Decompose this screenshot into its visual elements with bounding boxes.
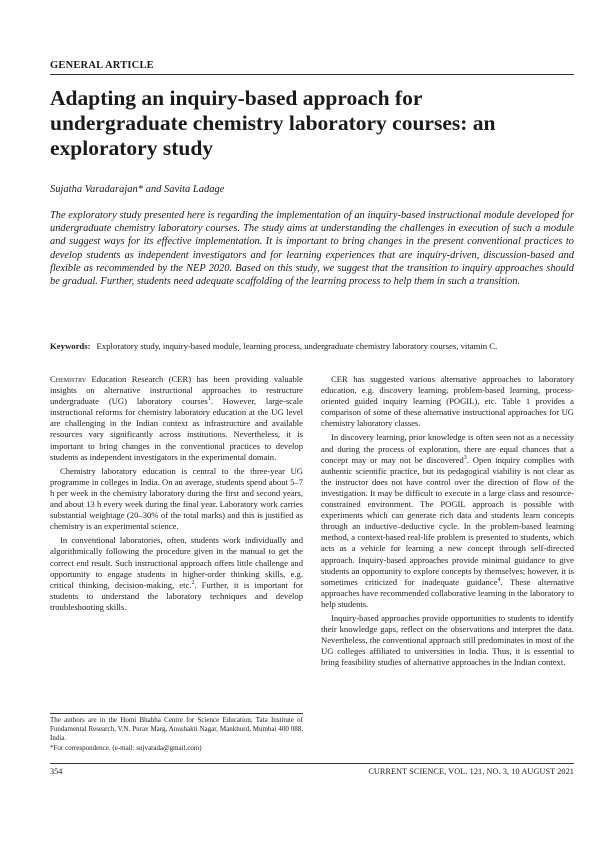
footnote — [50, 716, 303, 753]
section-label: GENERAL ARTICLE — [50, 60, 154, 71]
footnote-rule — [50, 713, 303, 714]
paragraph-text: . Open inquiry complies with authentic scientific practice, but its pedagogical viability is not clear as the instructor does not have control over the direction of flow of the investigation. It may be difficult to execute in a large class and resource-constrained environment. The POGIL approach is possible with experiments which can generate rich data and students learn concepts through an inductive–deductive cycle. In the problem-based learning method, a context-based real-life problem is presented to students, which acts as a vehicle for learning a new concept through self-directed approach. Inquiry-based approaches provide minimal guidance to give students an opportunity to explore concepts by themselves; however, it is sometimes criticized for inadequate guidance — [321, 454, 574, 587]
dropcap-word: Chemistry — [50, 374, 87, 384]
header-rule — [50, 74, 574, 75]
abstract: The exploratory study presented here is regarding the implementation of an inquiry-based instructional module developed for undergraduate chemistry laboratory courses. The study aims at understanding the challenges in execution of such a module and suggest ways for its effective implementation. It is important to bring changes in the present conventional practices to develop students as independent investigators and for learning experiences that are inquiry-driven, discussion-based and flexible as recommended by the NEP 2020. Based on this study, we suggest that the transition to inquiry approaches should be gradual. Further, students need adequate scaffolding of the learning process to help them in such a transition. — [50, 210, 574, 288]
reference-marker[interactable]: 3 — [463, 454, 467, 461]
paragraph-text: . These alternative approaches have recommended collaborative learning in the laboratory to help students. — [321, 576, 575, 609]
page-number: 354 — [50, 767, 63, 776]
reference-marker[interactable]: 2 — [191, 579, 195, 586]
body-paragraph: CER has suggested various alternative approaches to laboratory education, e.g. discovery learning, problem-based learning, process-oriented guided inquiry learning (POGIL), etc. Table 1 provides a comparison of some of these alternative instructional approaches for UG chemistry laboratory classes. — [321, 374, 574, 429]
correspondence-note: *For correspondence. (e-mail: sujvarada@gmail.com) — [50, 743, 202, 752]
journal-citation: CURRENT SCIENCE, VOL. 121, NO. 3, 10 AUGUST 2021 — [368, 767, 574, 776]
body-paragraph — [50, 374, 303, 463]
body-paragraph: Inquiry-based approaches provide opportunities to students to identify their knowledge gaps, reflect on the observations and interpret the data. Nevertheless, the conventional approach still predominates in most of the UG colleges affiliated to universities in India. Thus, it is essential to bring feasibility studies of alternative approaches in the Indian context. — [321, 612, 574, 668]
body-column-right — [321, 374, 574, 671]
paragraph-text: . Further, it is important for students to understand the laboratory techniques and develop troubleshooting skills. — [50, 579, 303, 612]
paragraph-text: . However, large-scale instructional reforms for chemistry laboratory education at the UG level are challenging in the Indian context as infrastructure and available resources vary significantly across institutions. Nevertheless, it is important to bring changes in the conventional practices to develop students as independent investigators in the experimental domain. — [50, 396, 303, 462]
author-list: Sujatha Varadarajan* and Savita Ladage — [50, 184, 225, 195]
keywords — [50, 341, 574, 352]
reference-marker[interactable]: 4 — [497, 576, 501, 583]
body-paragraph — [321, 432, 574, 610]
paragraph-text: In conventional laboratories, often, students work individually and algorithmically following the procedure given in the manual to get the correct end result. Such instructional approach offers little challenge and opportunity to engage students in higher-order thinking skills, e.g. critical thinking, decision-making, etc. — [50, 535, 303, 590]
paragraph-text: Education Research (CER) has been providing valuable insights on alternative instructional approaches to restructure undergraduate (UG) laboratory courses — [50, 374, 303, 407]
author-affiliation: The authors are in the Homi Bhabha Centre for Science Education, Tata Institute of Fundamental Research, V.N. Purav Marg, Anushakti Nagar, Mankhurd, Mumbai 400 088, India. — [50, 716, 303, 743]
body-paragraph — [50, 535, 303, 613]
reference-marker[interactable]: 1 — [207, 396, 211, 403]
paragraph-text: In discovery learning, prior knowledge is often seen not as a necessity and during the process of exploration, there are equal chances that a concept may or may not be discovered — [321, 432, 574, 465]
article-title: Adapting an inquiry-based approach for undergraduate chemistry laboratory courses: an exploratory study — [50, 86, 496, 160]
body-column-left — [50, 374, 303, 616]
keywords-text: Exploratory study, inquiry-based module, learning process, undergraduate chemistry laboratory courses, vitamin C. — [96, 341, 498, 351]
keywords-label: Keywords: — [50, 341, 91, 351]
footer-rule — [50, 763, 574, 764]
body-paragraph: Chemistry laboratory education is central to the three-year UG programme in colleges in India. On an average, students spend about 5–7 h per week in the chemistry laboratory during the first and second years, and about 13 h every week during the final year. Laboratory work carries substantial weightage (20–30% of the total marks) and this is justified as chemistry is an experimental science. — [50, 465, 303, 532]
